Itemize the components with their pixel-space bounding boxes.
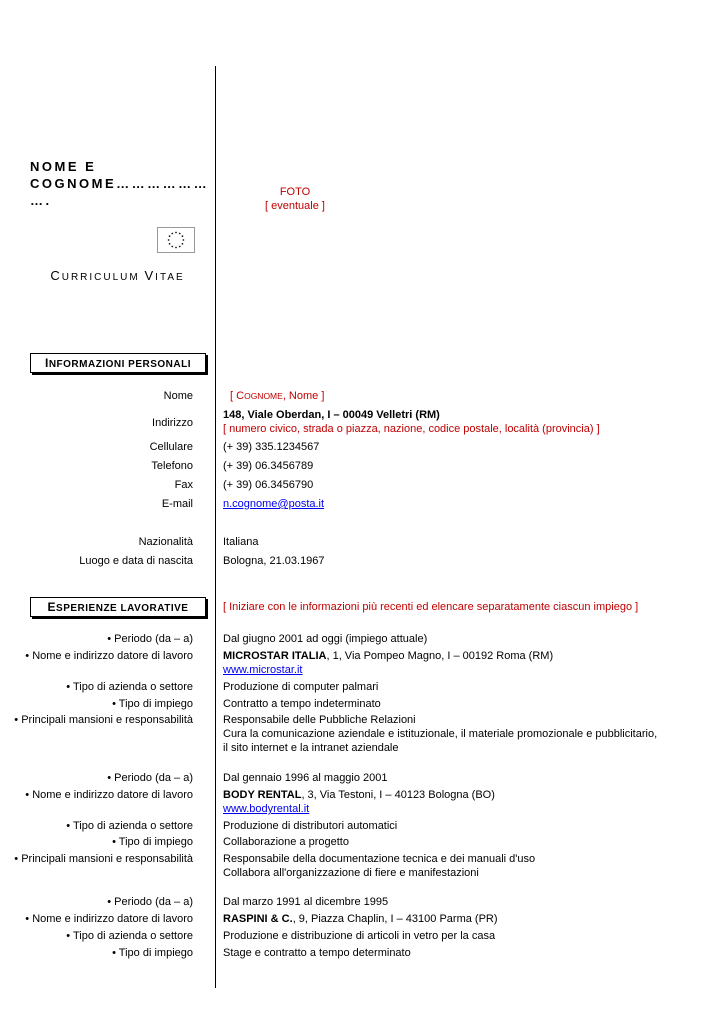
- job2-mansioni-1: Responsabile della documentazione tecnica e dei manuali d'uso: [223, 853, 536, 865]
- email-link[interactable]: n.cognome@posta.it: [223, 498, 325, 510]
- job2-periodo: Dal gennaio 1996 al maggio 2001: [223, 772, 388, 784]
- job1-datore-label: • Nome e indirizzo datore di lavoro: [25, 650, 193, 662]
- experience-intro-note: [ Iniziare con le informazioni più recenti ed elencare separatamente ciascun impiego ]: [223, 601, 639, 613]
- job3-azienda: Produzione e distribuzione di articoli in vetro per la casa: [223, 930, 496, 942]
- telefono-value: (+ 39) 06.3456789: [223, 460, 314, 472]
- job1-website-link[interactable]: www.microstar.it: [223, 664, 303, 676]
- indirizzo-value: 148, Viale Oberdan, I – 00049 Velletri (RM): [223, 409, 440, 421]
- indirizzo-note: [ numero civico, strada o piazza, nazione, codice postale, località (provincia) ]: [223, 423, 600, 435]
- fax-label: Fax: [174, 479, 193, 491]
- job3-impiego: Stage e contratto a tempo determinato: [223, 947, 411, 959]
- nascita-label: Luogo e data di nascita: [79, 555, 193, 567]
- fax-value: (+ 39) 06.3456790: [223, 479, 314, 491]
- job1-impiego: Contratto a tempo indeterminato: [223, 698, 381, 710]
- document-title: CURRICULUM VITAE: [50, 268, 185, 283]
- photo-note: [ eventuale ]: [265, 200, 325, 212]
- job1-mansioni-2: Cura la comunicazione aziendale e istituzionale, il materiale promozionale e pubblicitario,: [223, 728, 658, 740]
- job1-mansioni-label: • Principali mansioni e responsabilità: [14, 714, 193, 726]
- name-line-2: COGNOME………………: [30, 176, 210, 191]
- cellulare-label: Cellulare: [149, 441, 193, 453]
- job2-azienda: Produzione di distributori automatici: [223, 820, 398, 832]
- job2-impiego: Collaborazione a progetto: [223, 836, 349, 848]
- job2-datore: BODY RENTAL, 3, Via Testoni, I – 40123 Bologna (BO): [223, 789, 495, 801]
- nome-label: Nome: [163, 390, 193, 402]
- job3-datore: RASPINI & C., 9, Piazza Chaplin, I – 43100 Parma (PR): [223, 913, 498, 925]
- job3-azienda-label: • Tipo di azienda o settore: [66, 930, 193, 942]
- job2-periodo-label: • Periodo (da – a): [107, 772, 193, 784]
- job2-azienda-label: • Tipo di azienda o settore: [66, 820, 193, 832]
- job3-datore-label: • Nome e indirizzo datore di lavoro: [25, 913, 193, 925]
- job2-datore-label: • Nome e indirizzo datore di lavoro: [25, 789, 193, 801]
- job1-impiego-label: • Tipo di impiego: [112, 698, 193, 710]
- indirizzo-label: Indirizzo: [152, 417, 193, 429]
- eu-flag-icon: [157, 227, 195, 253]
- name-line-3: ….: [30, 193, 52, 208]
- cellulare-value: (+ 39) 335.1234567: [223, 441, 320, 453]
- candidate-name: [30, 158, 210, 209]
- email-label: E-mail: [161, 498, 193, 510]
- job3-periodo: Dal marzo 1991 al dicembre 1995: [223, 896, 389, 908]
- name-line-1: NOME E: [30, 159, 97, 174]
- nazionalita-value: Italiana: [223, 536, 259, 548]
- photo-label: FOTO: [279, 186, 311, 198]
- section-personal-info: INFORMAZIONI PERSONALI: [30, 353, 206, 373]
- job2-website-link[interactable]: www.bodyrental.it: [223, 803, 310, 815]
- job2-mansioni-label: • Principali mansioni e responsabilità: [14, 853, 193, 865]
- job2-impiego-label: • Tipo di impiego: [112, 836, 193, 848]
- job1-mansioni-3: il sito internet e la intranet aziendale: [223, 742, 399, 754]
- job1-periodo-label: • Periodo (da – a): [107, 633, 193, 645]
- section-work-experience: ESPERIENZE LAVORATIVE: [30, 597, 206, 617]
- job1-azienda: Produzione di computer palmari: [223, 681, 379, 693]
- nascita-value: Bologna, 21.03.1967: [223, 555, 325, 567]
- nome-value: [ COGNOME, Nome ]: [230, 390, 325, 402]
- photo-placeholder: [230, 185, 360, 213]
- job1-azienda-label: • Tipo di azienda o settore: [66, 681, 193, 693]
- job1-datore: MICROSTAR ITALIA, 1, Via Pompeo Magno, I – 00192 Roma (RM): [223, 650, 554, 662]
- job3-impiego-label: • Tipo di impiego: [112, 947, 193, 959]
- job2-mansioni-2: Collabora all'organizzazione di fiere e manifestazioni: [223, 867, 479, 879]
- job1-mansioni-1: Responsabile delle Pubbliche Relazioni: [223, 714, 416, 726]
- column-divider: [215, 66, 216, 988]
- job3-periodo-label: • Periodo (da – a): [107, 896, 193, 908]
- nazionalita-label: Nazionalità: [138, 536, 193, 548]
- telefono-label: Telefono: [151, 460, 193, 472]
- job1-periodo: Dal giugno 2001 ad oggi (impiego attuale): [223, 633, 428, 645]
